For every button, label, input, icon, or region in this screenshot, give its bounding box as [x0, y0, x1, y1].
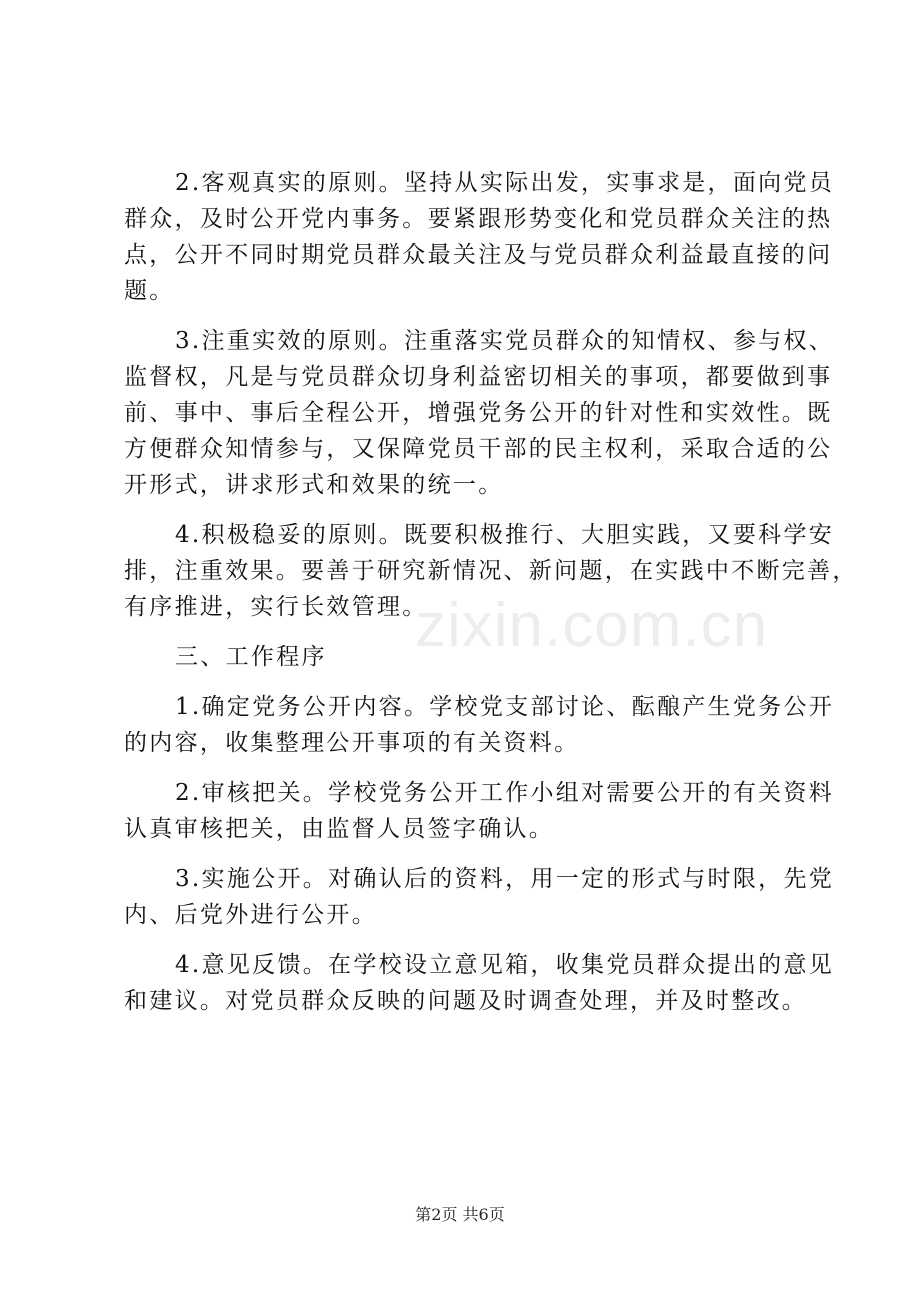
page-footer	[0, 1202, 920, 1225]
text-line: 有序推进，实行长效管理。	[124, 594, 428, 620]
text-line: 4.积极稳妥的原则。既要积极推行、大胆实践，又要科学安	[175, 522, 835, 548]
page-number-label: 第2页 共6页	[415, 1205, 505, 1224]
section-title: 三、工作程序	[175, 644, 327, 670]
text-line: 点，公开不同时期党员群众最关注及与党员群众利益最直接的问	[124, 242, 833, 268]
paragraph-principle-4	[124, 517, 858, 625]
paragraph-step-3	[124, 861, 835, 933]
paragraph-step-1	[124, 689, 835, 761]
paragraph-principle-3	[124, 323, 835, 503]
text-line: 排，注重效果。要善于研究新情况、新问题，在实践中不断完善，	[124, 558, 858, 584]
text-line: 3.实施公开。对确认后的资料，用一定的形式与时限，先党	[175, 866, 835, 892]
watermark: zixin.com.cn	[415, 591, 769, 660]
paragraph-step-2	[124, 775, 835, 847]
paragraph-principle-2	[124, 165, 835, 309]
paragraph-step-4	[124, 947, 835, 1019]
text-line: 1.确定党务公开内容。学校党支部讨论、酝酿产生党务公开	[175, 694, 835, 720]
text-line: 2.客观真实的原则。坚持从实际出发，实事求是，面向党员	[175, 170, 835, 196]
text-line: 前、事中、事后全程公开，增强党务公开的针对性和实效性。既	[124, 400, 833, 426]
text-line: 方便群众知情参与，又保障党员干部的民主权利，采取合适的公	[124, 436, 833, 462]
section-heading	[124, 639, 814, 675]
text-line: 的内容，收集整理公开事项的有关资料。	[124, 730, 580, 756]
text-line: 开形式，讲求形式和效果的统一。	[124, 472, 504, 498]
text-line: 4.意见反馈。在学校设立意见箱，收集党员群众提出的意见	[175, 952, 835, 978]
text-line: 群众，及时公开党内事务。要紧跟形势变化和党员群众关注的热	[124, 206, 833, 232]
text-line: 认真审核把关，由监督人员签字确认。	[124, 816, 555, 842]
text-line: 2.审核把关。学校党务公开工作小组对需要公开的有关资料	[175, 780, 835, 806]
text-line: 和建议。对党员群众反映的问题及时调查处理，并及时整改。	[124, 988, 808, 1014]
text-line: 内、后党外进行公开。	[124, 902, 377, 928]
text-line: 监督权，凡是与党员群众切身利益密切相关的事项，都要做到事	[124, 364, 833, 390]
text-line: 题。	[124, 278, 175, 304]
text-line: 3.注重实效的原则。注重落实党员群众的知情权、参与权、	[175, 328, 835, 354]
document-body	[124, 165, 858, 1033]
